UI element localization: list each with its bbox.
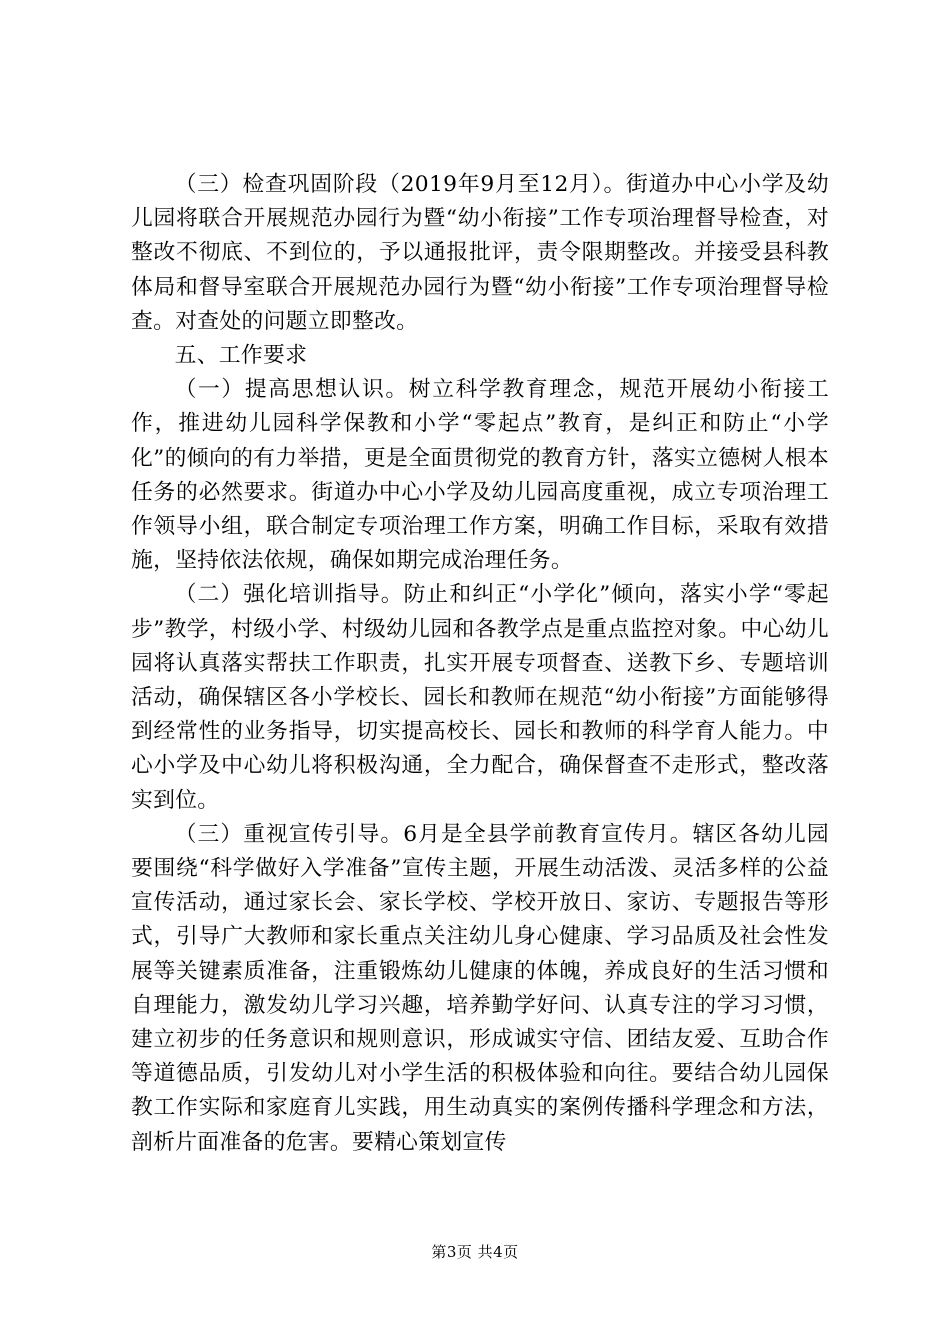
page-number-footer: 第3页 共4页: [431, 1243, 519, 1261]
document-body: [131, 168, 829, 1160]
paragraph-inspection-stage: （三）检查巩固阶段（2019年9月至12月）。街道办中心小学及幼儿园将联合开展规范办园行为暨“幼小衔接”工作专项治理督导检查，对整改不彻底、不到位的，予以通报批评，责令限期整改。并接受县科教体局和督导室联合开展规范办园行为暨“幼小衔接”工作专项治理督导检查。对查处的问题立即整改。: [131, 172, 829, 334]
paragraph-publicity-guidance: （三）重视宣传引导。6月是全县学前教育宣传月。辖区各幼儿园要围绕“科学做好入学准备”宣传主题，开展生动活泼、灵活多样的公益宣传活动，通过家长会、家长学校、学校开放日、家访、专题报告等形式，引导广大教师和家长重点关注幼儿身心健康、学习品质及社会性发展等关键素质准备，注重锻炼幼儿健康的体魄，养成良好的生活习惯和自理能力，激发幼儿学习兴趣，培养勤学好问、认真专注的学习习惯，建立初步的任务意识和规则意识，形成诚实守信、团结友爱、互助合作等道德品质，引发幼儿对小学生活的积极体验和向往。要结合幼儿园保教工作实际和家庭育儿实践，用生动真实的案例传播科学理念和方法，剖析片面准备的危害。要精心策划宣传: [131, 821, 829, 1155]
paragraph-raise-awareness: （一）提高思想认识。树立科学教育理念，规范开展幼小衔接工作，推进幼儿园科学保教和小学“零起点”教育，是纠正和防止“小学化”的倾向的有力举措，更是全面贯彻党的教育方针，落实立德树人根本任务的必然要求。街道办中心小学及幼儿园高度重视，成立专项治理工作领导小组，联合制定专项治理工作方案，明确工作目标，采取有效措施，坚持依法依规，确保如期完成治理任务。: [131, 377, 829, 574]
paragraph-training-guidance: （二）强化培训指导。防止和纠正“小学化”倾向，落实小学“零起步”教学，村级小学、村级幼儿园和各教学点是重点监控对象。中心幼儿园将认真落实帮扶工作职责，扎实开展专项督查、送教下乡、专题培训活动，确保辖区各小学校长、园长和教师在规范“幼小衔接”方面能够得到经常性的业务指导，切实提高校长、园长和教师的科学育人能力。中心小学及中心幼儿将积极沟通，全力配合，确保督查不走形式，整改落实到位。: [131, 582, 829, 813]
section-heading-work-requirements: 五、工作要求: [174, 343, 308, 369]
